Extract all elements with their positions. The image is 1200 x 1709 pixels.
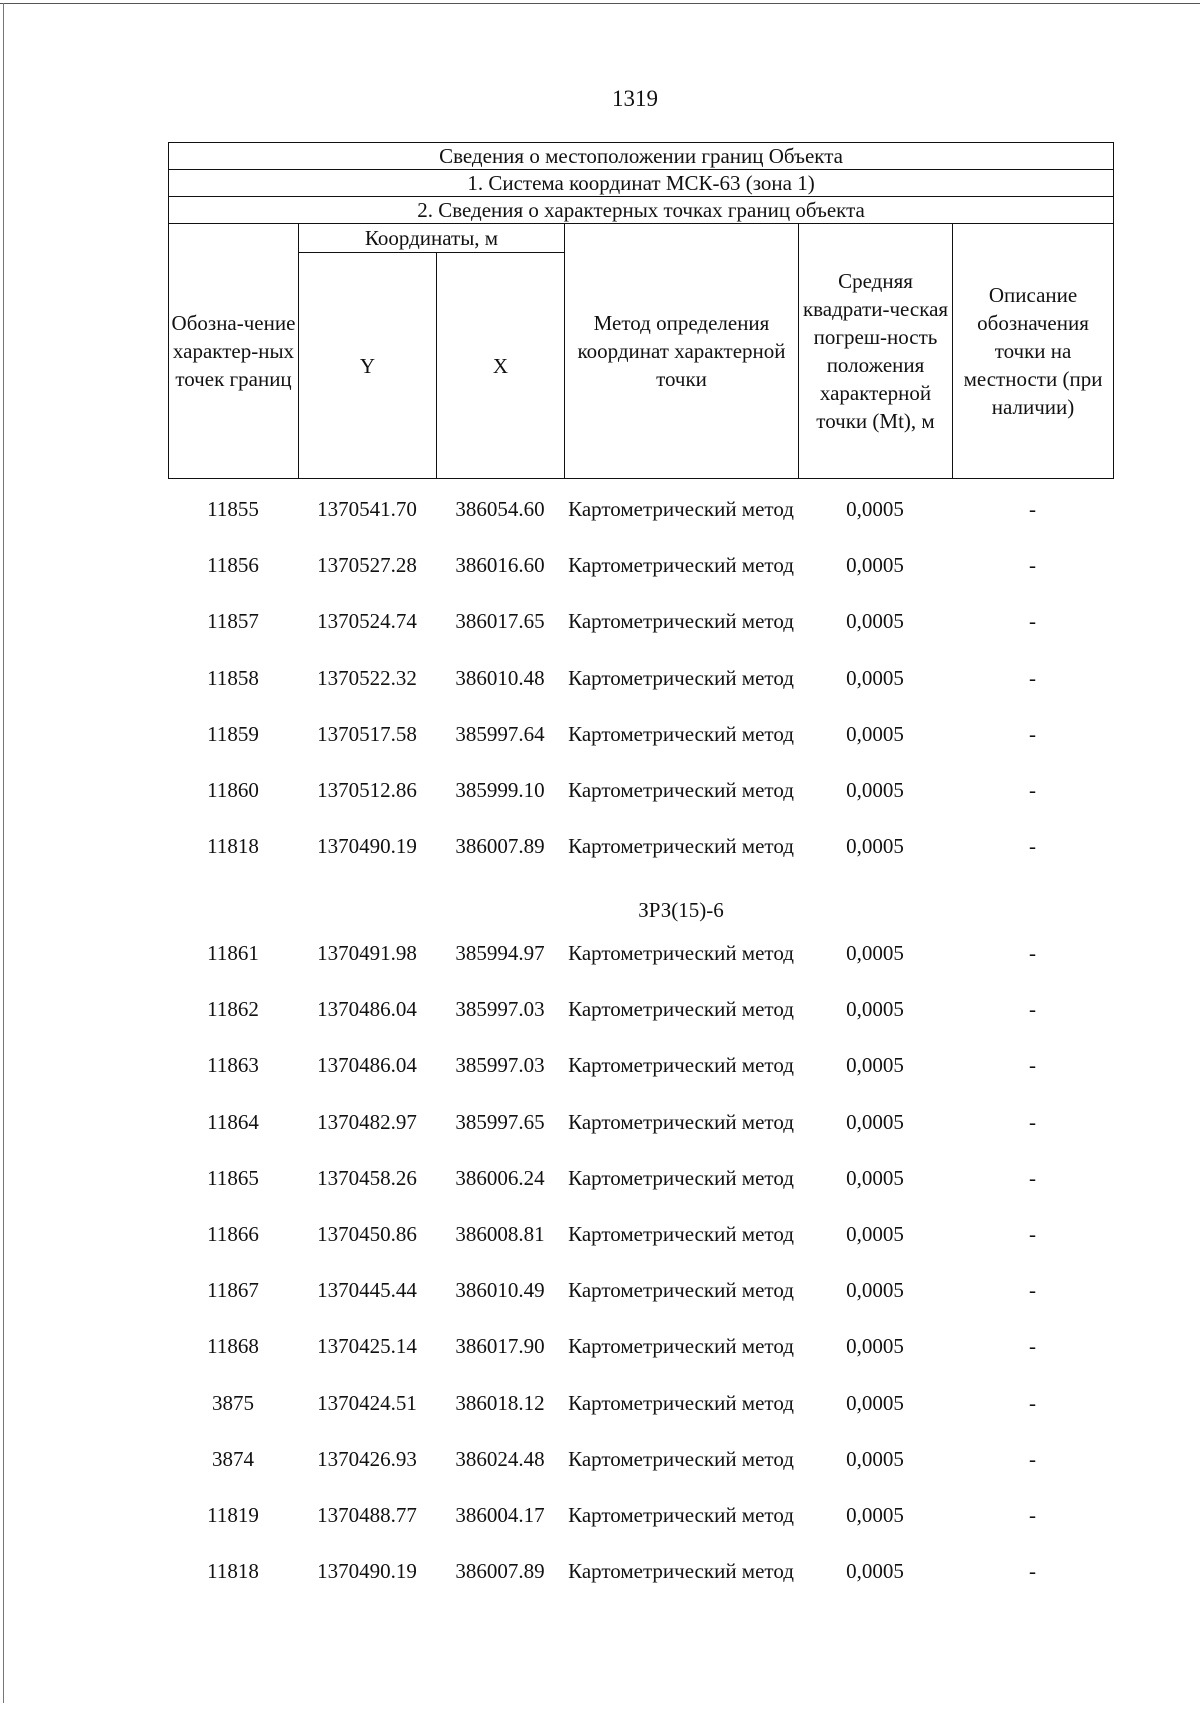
table-row (168, 1501, 1113, 1557)
error-cell: 0,0005 (846, 721, 904, 746)
table-row (168, 995, 1113, 1051)
table-row (168, 1389, 1113, 1445)
coordinate-y: 1370490.19 (317, 1559, 417, 1584)
point-number: 11818 (207, 1559, 259, 1584)
description-cell: - (1029, 497, 1036, 521)
coordinate-x: 385994.97 (455, 941, 545, 965)
coordinate-y: 1370425.14 (317, 1334, 417, 1359)
point-number: 3875 (212, 1390, 254, 1415)
coordinate-y: 1370488.77 (317, 1502, 417, 1527)
coordinate-y: 1370490.19 (317, 834, 417, 859)
table-row (168, 551, 1113, 607)
method-cell: Картометрический метод (568, 777, 794, 802)
coordinate-x: 386010.48 (455, 665, 545, 690)
method-cell: Картометрический метод (568, 834, 794, 859)
description-cell: - (1029, 834, 1036, 859)
method-cell: Картометрический метод (568, 1390, 794, 1415)
table-row (168, 832, 1113, 888)
coordinate-x: 386018.12 (455, 1390, 545, 1415)
error-cell: 0,0005 (846, 1278, 904, 1303)
error-cell: 0,0005 (846, 1559, 904, 1584)
coordinate-y: 1370424.51 (317, 1390, 417, 1415)
error-cell: 0,0005 (846, 997, 904, 1022)
description-cell: - (1029, 721, 1036, 746)
points-list-group-1 (168, 495, 1113, 888)
method-cell: Картометрический метод (568, 1053, 794, 1078)
table-row (168, 607, 1113, 663)
point-number: 11861 (207, 941, 259, 965)
description-cell: - (1029, 1502, 1036, 1527)
method-cell: Картометрический метод (568, 1334, 794, 1359)
coordinate-y: 1370512.86 (317, 777, 417, 802)
point-number: 11860 (207, 777, 259, 802)
error-cell: 0,0005 (846, 1334, 904, 1359)
method-cell: Картометрический метод (568, 609, 794, 634)
coordinate-y: 1370482.97 (317, 1109, 417, 1134)
table-row (168, 939, 1113, 995)
coordinate-x: 385997.65 (455, 1109, 545, 1134)
coordinate-y: 1370491.98 (317, 941, 417, 965)
coordinate-x: 386017.90 (455, 1334, 545, 1359)
description-cell: - (1029, 1278, 1036, 1303)
error-cell: 0,0005 (846, 665, 904, 690)
table-row (168, 495, 1113, 551)
coordinate-y: 1370486.04 (317, 997, 417, 1022)
coordinate-x: 386054.60 (455, 497, 545, 521)
coordinate-x: 385997.03 (455, 1053, 545, 1078)
point-number: 11818 (207, 834, 259, 859)
coordinate-y: 1370527.28 (317, 553, 417, 578)
description-cell: - (1029, 777, 1036, 802)
table-row (168, 1557, 1113, 1613)
error-cell: 0,0005 (846, 553, 904, 578)
table-row (168, 1445, 1113, 1501)
method-cell: Картометрический метод (568, 1221, 794, 1246)
point-number: 11856 (207, 553, 259, 578)
coordinate-x: 386010.49 (455, 1278, 545, 1303)
method-cell: Картометрический метод (568, 721, 794, 746)
error-cell: 0,0005 (846, 1053, 904, 1078)
zone-label: ЗРЗ(15)-6 (638, 898, 724, 922)
table-row (168, 1276, 1113, 1332)
coordinate-y: 1370517.58 (317, 721, 417, 746)
coordinate-x: 385997.64 (455, 721, 545, 746)
error-cell: 0,0005 (846, 1390, 904, 1415)
coordinate-y: 1370541.70 (317, 497, 417, 521)
table-row (168, 1164, 1113, 1220)
header-x: X (437, 253, 565, 479)
method-cell: Картометрический метод (568, 1109, 794, 1134)
point-number: 11819 (207, 1502, 259, 1527)
method-cell: Картометрический метод (568, 665, 794, 690)
coordinate-x: 385997.03 (455, 997, 545, 1022)
points-list-group-2 (168, 939, 1113, 1613)
description-cell: - (1029, 1334, 1036, 1359)
coordinate-y: 1370524.74 (317, 609, 417, 634)
page-top-border (0, 3, 1200, 4)
coordinate-x: 386007.89 (455, 1559, 545, 1584)
description-cell: - (1029, 1559, 1036, 1584)
table-row (168, 1051, 1113, 1107)
table-row (168, 720, 1113, 776)
table-row (168, 1108, 1113, 1164)
description-cell: - (1029, 997, 1036, 1022)
method-cell: Картометрический метод (568, 1165, 794, 1190)
point-number: 11866 (207, 1221, 259, 1246)
table-row (168, 664, 1113, 720)
method-cell: Картометрический метод (568, 497, 794, 521)
header-y: Y (299, 253, 437, 479)
point-number: 11858 (207, 665, 259, 690)
method-cell: Картометрический метод (568, 553, 794, 578)
description-cell: - (1029, 1109, 1036, 1134)
description-cell: - (1029, 1221, 1036, 1246)
coordinate-y: 1370486.04 (317, 1053, 417, 1078)
point-number: 11868 (207, 1334, 259, 1359)
description-cell: - (1029, 941, 1036, 965)
error-cell: 0,0005 (846, 1502, 904, 1527)
point-number: 11859 (207, 721, 259, 746)
description-cell: - (1029, 1446, 1036, 1471)
coordinate-y: 1370450.86 (317, 1221, 417, 1246)
header-mean-error: Средняя квадрати-ческая погреш-ность положения характерной точки (Mt), м (799, 224, 953, 479)
description-cell: - (1029, 1053, 1036, 1078)
description-cell: - (1029, 553, 1036, 578)
description-cell: - (1029, 665, 1036, 690)
method-cell: Картометрический метод (568, 941, 794, 965)
error-cell: 0,0005 (846, 1165, 904, 1190)
coordinate-x: 385999.10 (455, 777, 545, 802)
point-number: 11863 (207, 1053, 259, 1078)
header-method: Метод определения координат характерной точки (565, 224, 799, 479)
header-coordinates: Координаты, м (299, 224, 565, 253)
coordinate-x: 386024.48 (455, 1446, 545, 1471)
coordinate-x: 386016.60 (455, 553, 545, 578)
description-cell: - (1029, 609, 1036, 634)
error-cell: 0,0005 (846, 1109, 904, 1134)
page-number: 1319 (612, 86, 658, 111)
error-cell: 0,0005 (846, 1446, 904, 1471)
error-cell: 0,0005 (846, 834, 904, 859)
coordinates-table-header (168, 142, 1114, 479)
error-cell: 0,0005 (846, 609, 904, 634)
description-cell: - (1029, 1165, 1036, 1190)
point-number: 11865 (207, 1165, 259, 1190)
point-number: 11857 (207, 609, 259, 634)
coordinate-y: 1370522.32 (317, 665, 417, 690)
coordinate-y: 1370445.44 (317, 1278, 417, 1303)
coordinate-x: 386017.65 (455, 609, 545, 634)
point-number: 11867 (207, 1278, 259, 1303)
table-row (168, 776, 1113, 832)
method-cell: Картометрический метод (568, 1446, 794, 1471)
point-number: 11855 (207, 497, 259, 521)
table-row (168, 1332, 1113, 1388)
page-left-border (3, 3, 4, 1703)
coordinate-x: 386007.89 (455, 834, 545, 859)
error-cell: 0,0005 (846, 777, 904, 802)
point-number: 3874 (212, 1446, 254, 1471)
coordinate-x: 386006.24 (455, 1165, 545, 1190)
error-cell: 0,0005 (846, 497, 904, 521)
error-cell: 0,0005 (846, 1221, 904, 1246)
method-cell: Картометрический метод (568, 1502, 794, 1527)
error-cell: 0,0005 (846, 941, 904, 965)
header-point-designation: Обозна-чение характер-ных точек границ (169, 224, 299, 479)
method-cell: Картометрический метод (568, 1559, 794, 1584)
points-section-label: 2. Сведения о характерных точках границ объекта (169, 197, 1114, 224)
point-number: 11864 (207, 1109, 259, 1134)
table-title: Сведения о местоположении границ Объекта (169, 143, 1114, 170)
coordinate-x: 386008.81 (455, 1221, 545, 1246)
coordinate-x: 386004.17 (455, 1502, 545, 1527)
header-description: Описание обозначения точки на местности (при наличии) (953, 224, 1114, 479)
coordinate-y: 1370458.26 (317, 1165, 417, 1190)
method-cell: Картометрический метод (568, 997, 794, 1022)
coordinate-system-label: 1. Система координат МСК-63 (зона 1) (169, 170, 1114, 197)
table-row (168, 1220, 1113, 1276)
method-cell: Картометрический метод (568, 1278, 794, 1303)
description-cell: - (1029, 1390, 1036, 1415)
point-number: 11862 (207, 997, 259, 1022)
coordinate-y: 1370426.93 (317, 1446, 417, 1471)
